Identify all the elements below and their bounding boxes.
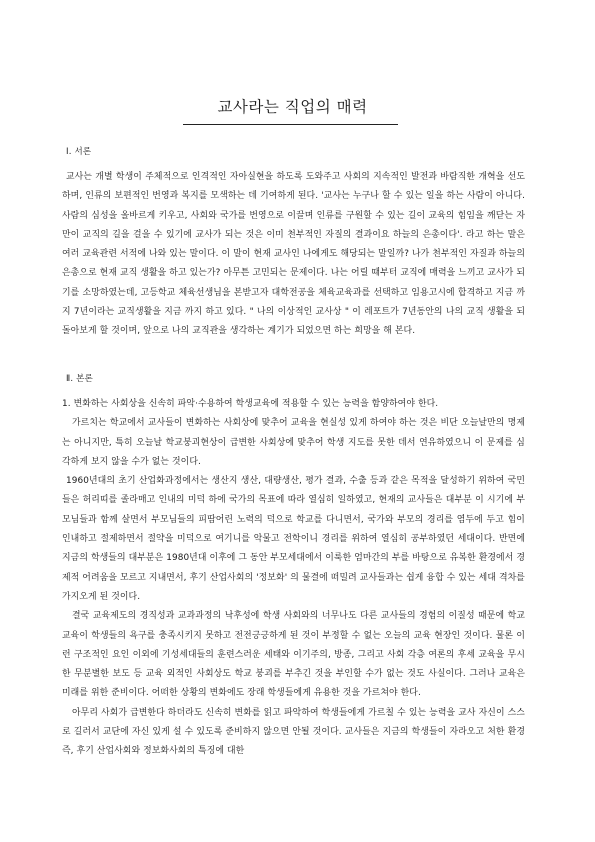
body-subheading: 1. 변화하는 사회상을 신속히 파악·수용하여 학생교육에 적용할 수 있는 능력을 함양하여야 한다. <box>62 399 439 409</box>
intro-paragraph: 교사는 개별 학생이 주체적으로 인격적인 자아실현을 하도록 도와주고 사회의 지속적인 발전과 바람직한 개혁을 선도하며, 인류의 보편적인 번영과 복지를 모색하는 데 기여하게 된다. '교사는 누구나 할 수 있는 일을 하는 사람이 아니다. 사람의 심성을 올바르게 키우고, 사회와 국가를 번영으로 이끌며 인류를 구원할 수 있는 길이 교육의 힘임을 깨닫는 자만이 교직의 길을 걸을 수 있기에 교사가 되는 것은 이미 천부적인 자질의 결과이요 하늘의 은총이다'. 라고 하는 말은 여러 교육관련 서적에 나와 있는 말이다. 이 말이 현재 교사인 나에게도 해당되는 말일까? 나가 천부적인 자질과 하늘의 은총으로 현재 교직 생활을 하고 있는가? 아무튼 고민되는 문제이다. 나는 어릴 때부터 교직에 매력을 느끼고 교사가 되기를 소망하였는데, 고등학교 체육선생님을 본받고자 대학전공을 체육교육과를 선택하고 임용고시에 합격하고 지금 까지 7년이라는 교직생활을 지금 까지 하고 있다. " 나의 이상적인 교사상 " 이 레포트가 7년동안의 나의 교직 생활을 되돌아보게 할 것이며, 앞으로 나의 교직관을 생각하는 계기가 되었으면 하는 희망을 해 본다. <box>62 172 525 337</box>
body-text <box>62 395 525 762</box>
section-heading-intro: Ⅰ. 서론 <box>66 147 92 157</box>
body-paragraph: 결국 교육제도의 경직성과 교과과정의 낙후성에 학생 사회와의 너무나도 다른 교사들의 경험의 이질성 때문에 학교 교육이 학생들의 욕구를 충족시키지 못하고 전전긍긍하게 된 것이 부정할 수 없는 오늘의 교육 현장인 것이다. 물론 이런 구조적인 요인 이외에 기성세대들의 훈련스러운 세태와 이기주의, 방종, 그리고 사회 각층 여론의 후세 교육을 무시한 무분별한 보도 등 교육 외적인 사회상도 학교 붕괴를 부추긴 것을 부인할 수가 없는 것도 사실이다. 그러나 교육은 미래를 위한 준비이다. 어떠한 상황의 변화에도 장래 학생들에게 유용한 것을 가르쳐야 한다. <box>62 611 525 699</box>
intro-body <box>62 168 525 342</box>
title-underline <box>183 124 398 125</box>
body-paragraph: 아무리 사회가 급변한다 하더라도 신속히 변화를 읽고 파악하여 학생들에게 가르칠 수 있는 능력을 교사 자신이 스스로 길러서 교단에 자신 있게 설 수 있도록 준비하지 않으면 안될 것이다. 교사들은 지금의 학생들이 자라오고 처한 환경 즉, 후기 산업사회와 정보화사회의 특징에 대한 <box>62 707 525 757</box>
body-paragraph: 1960년대의 초기 산업화과정에서는 생산지 생산, 대량생산, 평가 결과, 수출 등과 같은 목적을 달성하기 위하여 국민들은 허리띠를 졸라매고 인내의 미덕 하에 국가의 목표에 따라 열심히 일하였고, 현재의 교사들은 대부분 이 시기에 부모님들과 함께 살면서 부모님들의 피땀어린 노력의 덕으로 학교를 다니면서, 국가와 부모의 경리를 염두에 두고 힘이 인내하고 절제하면서 절약을 미덕으로 여기니를 악물고 전학이니 경리를 위하여 열심히 공부하였던 세대이다. 반면에 지금의 학생들의 대부분은 1980년대 이후에 그 동안 부모세대에서 이룩한 엄마간의 부를 바탕으로 유복한 환경에서 경제적 어려움을 모르고 지내면서, 후기 산업사회의 '정보화' 의 물결에 떠밀려 교사들과는 쉽게 융합 수 있는 세대 격차를 가지오게 된 것이다. <box>62 476 525 602</box>
section-heading-body: Ⅱ. 본론 <box>66 374 94 384</box>
body-paragraph: 가르치는 학교에서 교사들이 변화하는 사회상에 맞추어 교육을 현실성 있게 하여야 하는 것은 비단 오늘날만의 명제는 아니지만, 특히 오늘날 학교붕괴현상이 급변한 사회상에 맞추어 학생 지도를 못한 데서 연유하였으니 이 문제를 심각하게 보지 않을 수가 없는 것이다. <box>62 418 525 467</box>
document-title: 교사라는 직업의 매력 <box>217 98 368 116</box>
